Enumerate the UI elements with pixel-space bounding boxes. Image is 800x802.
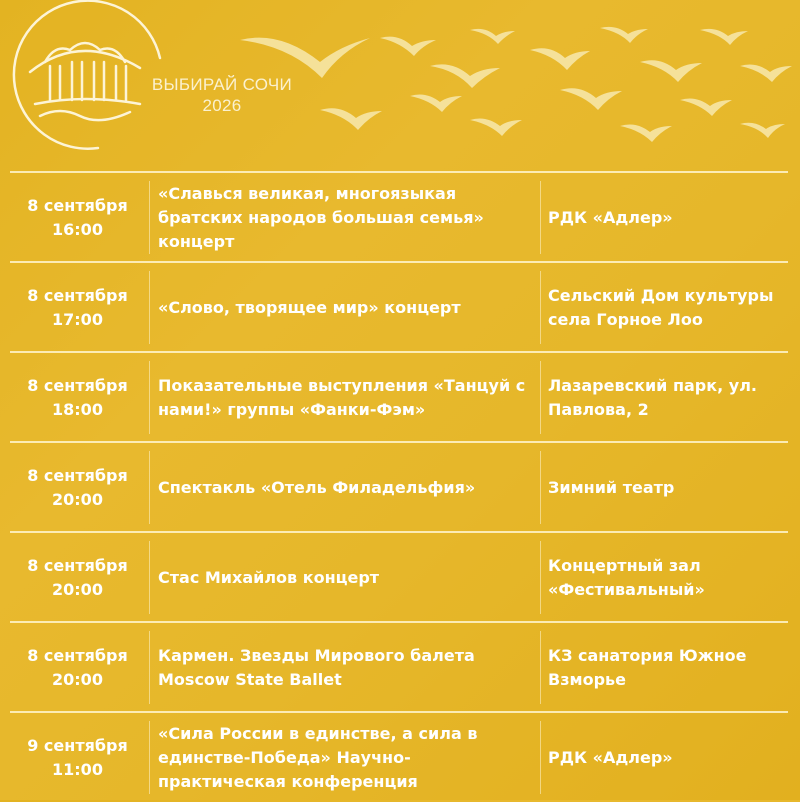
schedule-row bbox=[10, 441, 788, 532]
event-title: «Славься великая, многоязыкая братских народов большая семья» концерт bbox=[158, 183, 484, 251]
event-title-cell bbox=[158, 623, 534, 712]
event-time: 20:00 bbox=[52, 579, 103, 599]
column-divider bbox=[149, 181, 150, 254]
column-divider bbox=[149, 271, 150, 344]
schedule-row bbox=[10, 261, 788, 352]
brand-line-2: 2026 bbox=[202, 96, 242, 115]
event-place-cell bbox=[548, 173, 788, 262]
event-date: 8 сентября bbox=[27, 195, 128, 215]
event-place: КЗ санатория Южное Взморье bbox=[548, 645, 747, 689]
event-date: 8 сентября bbox=[27, 465, 128, 485]
column-divider bbox=[540, 631, 541, 704]
event-date: 8 сентября bbox=[27, 645, 128, 665]
event-place: Лазаревский парк, ул. Павлова, 2 bbox=[548, 375, 757, 419]
event-time: 18:00 bbox=[52, 399, 103, 419]
column-divider bbox=[149, 451, 150, 524]
event-title: Стас Михайлов концерт bbox=[158, 567, 380, 587]
event-title: Показательные выступления «Танцуй с нами!» группы «Фанки-Фэм» bbox=[158, 375, 526, 419]
event-datetime bbox=[10, 713, 145, 802]
event-title-cell bbox=[158, 263, 534, 352]
event-title-cell bbox=[158, 713, 534, 802]
event-datetime bbox=[10, 263, 145, 352]
event-place: РДК «Адлер» bbox=[548, 207, 673, 227]
event-title: Спектакль «Отель Филадельфия» bbox=[158, 477, 476, 497]
event-date: 9 сентября bbox=[27, 735, 128, 755]
event-title: «Сила России в единстве, а сила в единстве-Победа» Научно- практическая конференция bbox=[158, 723, 478, 791]
event-title-cell bbox=[158, 353, 534, 442]
event-title-cell bbox=[158, 533, 534, 622]
brand-line-1: ВЫБИРАЙ СОЧИ bbox=[151, 75, 293, 94]
event-date: 8 сентября bbox=[27, 285, 128, 305]
event-time: 11:00 bbox=[52, 759, 103, 779]
event-place-cell bbox=[548, 713, 788, 802]
event-place: Зимний театр bbox=[548, 477, 675, 497]
event-time: 20:00 bbox=[52, 669, 103, 689]
schedule-row bbox=[10, 711, 788, 802]
event-place-cell bbox=[548, 623, 788, 712]
schedule-row bbox=[10, 531, 788, 622]
column-divider bbox=[149, 631, 150, 704]
event-datetime bbox=[10, 353, 145, 442]
schedule-row bbox=[10, 351, 788, 442]
event-datetime bbox=[10, 623, 145, 712]
event-date: 8 сентября bbox=[27, 555, 128, 575]
column-divider bbox=[149, 721, 150, 794]
event-datetime bbox=[10, 533, 145, 622]
column-divider bbox=[540, 541, 541, 614]
event-place-cell bbox=[548, 443, 788, 532]
column-divider bbox=[540, 361, 541, 434]
column-divider bbox=[540, 451, 541, 524]
column-divider bbox=[540, 181, 541, 254]
event-place: Сельский Дом культуры села Горное Лоо bbox=[548, 285, 774, 329]
event-title-cell bbox=[158, 443, 534, 532]
schedule-row bbox=[10, 621, 788, 712]
column-divider bbox=[540, 271, 541, 344]
event-place-cell bbox=[548, 263, 788, 352]
event-time: 17:00 bbox=[52, 309, 103, 329]
event-title: Кармен. Звезды Мирового балета Moscow State Ballet bbox=[158, 645, 475, 689]
event-time: 16:00 bbox=[52, 219, 103, 239]
event-place: РДК «Адлер» bbox=[548, 747, 673, 767]
column-divider bbox=[149, 541, 150, 614]
event-date: 8 сентября bbox=[27, 375, 128, 395]
event-datetime bbox=[10, 173, 145, 262]
seagulls-decoration-icon bbox=[0, 0, 800, 168]
header bbox=[0, 0, 800, 168]
event-datetime bbox=[10, 443, 145, 532]
event-title: «Слово, творящее мир» концерт bbox=[158, 297, 461, 317]
event-place: Концертный зал «Фестивальный» bbox=[548, 555, 705, 599]
column-divider bbox=[540, 721, 541, 794]
schedule-row bbox=[10, 171, 788, 262]
event-time: 20:00 bbox=[52, 489, 103, 509]
event-title-cell bbox=[158, 173, 534, 262]
event-place-cell bbox=[548, 353, 788, 442]
column-divider bbox=[149, 361, 150, 434]
event-place-cell bbox=[548, 533, 788, 622]
